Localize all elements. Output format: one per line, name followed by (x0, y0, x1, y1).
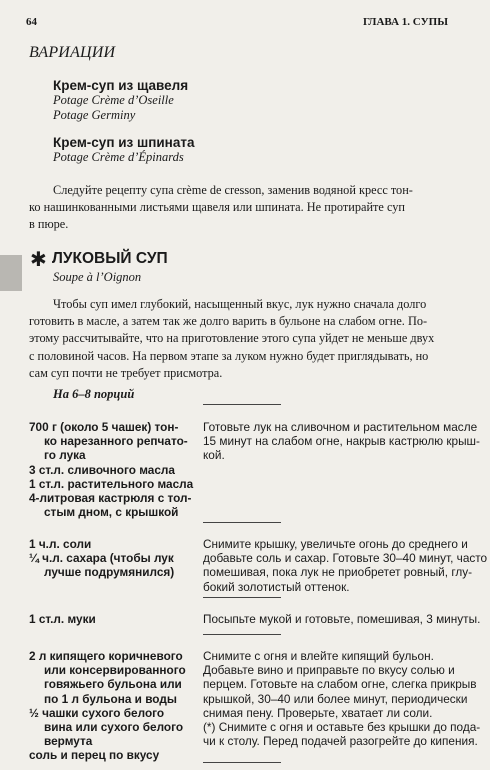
ingredient-line: 1 ч.л. соли (29, 537, 92, 551)
instruction-line: Снимите крышку, увеличьте огонь до среднего и (203, 537, 468, 551)
variation-subtitle: Potage Germiny (53, 108, 136, 122)
instruction-line: чи к столу. Перед подачей разогрейте до кипения. (203, 734, 478, 749)
ingredient-line: 700 г (около 5 чашек) тон- (29, 420, 179, 434)
instruction-line: Добавьте вино и приправьте по вкусу солью и (203, 663, 455, 678)
divider (203, 762, 281, 763)
paragraph-line: Следуйте рецепту супа crème de cresson, заменив водяной кресс тон- (53, 183, 413, 197)
divider (203, 597, 281, 598)
variation-title: Крем-суп из шпината (53, 135, 195, 150)
recipe-subtitle: Soupe à l’Oignon (53, 270, 142, 284)
paragraph-line: с половиной часов. На первом этапе за луком нужно будет приглядывать, но (29, 348, 429, 363)
servings: На 6–8 порций (53, 387, 135, 401)
ingredients-step-4 (29, 649, 186, 763)
ingredient-line: говяжьего бульона или (44, 677, 182, 692)
instruction-line: кой. (203, 448, 225, 463)
instruction-line: помешивая, пока лук не приобретет ровный, глу- (203, 565, 473, 580)
ingredient-line: 1 ст.л. муки (29, 612, 96, 626)
variations-paragraph (29, 182, 469, 234)
asterisk-icon: ✱ (30, 247, 47, 271)
page-number: 64 (26, 16, 37, 28)
variation-title: Крем-суп из щавеля (53, 78, 189, 93)
variation-sorrel (53, 78, 188, 123)
ingredient-line: по 1 л бульона и воды (44, 691, 177, 706)
paragraph-line: ко нашинкованными листьями щавеля или шпината. Не протирайте суп (29, 200, 405, 215)
instruction-line: крышкой, 30–40 или более минут, периодически (203, 691, 468, 706)
instruction-line: Посыпьте мукой и готовьте, помешивая, 3 минуты. (203, 612, 481, 626)
ingredient-line: или консервированного (44, 663, 186, 678)
ingredients-step-1 (29, 420, 193, 519)
ingredient-line: ко нарезанного репчато- (44, 434, 188, 449)
divider (203, 522, 281, 523)
ingredients-step-2 (29, 537, 174, 580)
chapter-title: ГЛАВА 1. СУПЫ (362, 16, 448, 28)
ingredients-step-3 (29, 612, 96, 626)
ingredient-line: 3 ст.л. сливочного масла (29, 462, 175, 477)
instructions-step-2 (203, 537, 487, 594)
instructions-step-4 (203, 649, 480, 748)
divider (203, 404, 281, 405)
variations-heading: ВАРИАЦИИ (29, 44, 116, 61)
paragraph-line: этому рассчитывайте, что на приготовление этого супа уйдет не меньше двух (29, 331, 435, 346)
instructions-step-1 (203, 420, 480, 463)
ingredient-line: вина или сухого белого (44, 720, 184, 735)
instruction-line: Готовьте лук на сливочном и растительном масле (203, 420, 478, 434)
ingredient-line: 4-литровая кастрюля с тол- (29, 491, 192, 506)
ingredient-line: ¼ ч.л. сахара (чтобы лук (29, 551, 174, 566)
ingredient-line: стым дном, с крышкой (44, 505, 179, 520)
ingredient-line: 1 ст.л. растительного масла (29, 476, 194, 491)
instruction-line: (*) Снимите с огня и оставьте без крышки до пода- (203, 720, 481, 735)
instruction-line: снимая пену. Проверьте, хватает ли соли. (203, 705, 433, 720)
ingredient-line: 2 л кипящего коричневого (29, 649, 183, 663)
instructions-step-3 (203, 612, 480, 626)
divider (203, 634, 281, 635)
ingredient-line: лучше подрумянился) (44, 565, 175, 580)
variation-spinach (53, 135, 194, 165)
paragraph-line: сам суп почти не требует присмотра. (29, 365, 223, 380)
paragraph-line: в пюре. (29, 217, 69, 232)
ingredient-line: соль и перец по вкусу (29, 748, 160, 763)
ingredient-line: ½ чашки сухого белого (29, 705, 165, 720)
recipe-title: ЛУКОВЫЙ СУП (52, 250, 168, 267)
variation-subtitle: Potage Crème d’Oseille (53, 93, 174, 107)
paragraph-line: готовить в масле, а затем так же долго варить в бульоне на слабом огне. По- (29, 314, 428, 329)
ingredient-line: вермута (44, 734, 93, 749)
ingredient-line: го лука (44, 448, 86, 463)
paragraph-line: Чтобы суп имел глубокий, насыщенный вкус, лук нужно сначала долго (53, 297, 427, 311)
variation-subtitle: Potage Crème d’Épinards (53, 150, 184, 164)
recipe-intro (29, 296, 469, 382)
instruction-line: перцем. Готовьте на слабом огне, слегка прикрыв (203, 677, 477, 692)
instruction-line: Снимите с огня и влейте кипящий бульон. (203, 649, 434, 663)
instruction-line: добавьте соль и сахар. Готовьте 30–40 минут, часто (203, 551, 488, 566)
instruction-line: 15 минут на слабом огне, накрыв кастрюлю крыш- (203, 434, 480, 449)
instruction-line: бокий золотистый оттенок. (203, 579, 350, 594)
page-edge-tab (0, 255, 22, 291)
